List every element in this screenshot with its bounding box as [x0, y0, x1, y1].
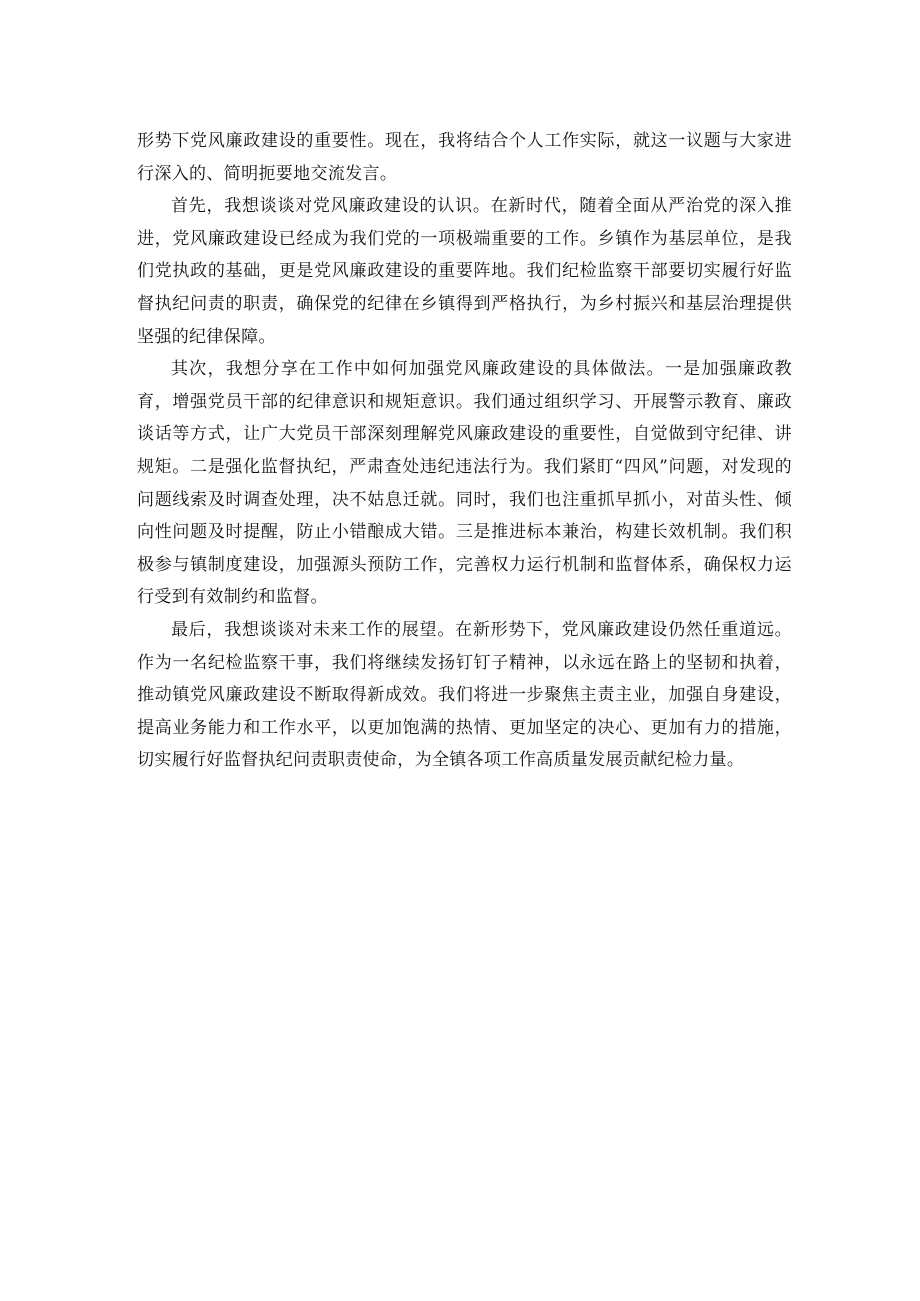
document-body	[137, 125, 792, 777]
paragraph-outlook: 最后，我想谈谈对未来工作的展望。在新形势下，党风廉政建设仍然任重道远。作为一名纪检监察干事，我们将继续发扬钉钉子精神，以永远在路上的坚韧和执着，推动镇党风廉政建设不断取得新成效。我们将进一步聚焦主责主业，加强自身建设，提高业务能力和工作水平，以更加饱满的热情、更加坚定的决心、更加有力的措施，切实履行好监督执纪问责职责使命，为全镇各项工作高质量发展贡献纪检力量。	[137, 619, 792, 771]
paragraph-intro-continuation: 形势下党风廉政建设的重要性。现在，我将结合个人工作实际，就这一议题与大家进行深入的、简明扼要地交流发言。	[137, 131, 792, 184]
paragraph-understanding: 首先，我想谈谈对党风廉政建设的认识。在新时代，随着全面从严治党的深入推进，党风廉政建设已经成为我们党的一项极端重要的工作。乡镇作为基层单位，是我们党执政的基础，更是党风廉政建设的重要阵地。我们纪检监察干部要切实履行好监督执纪问责的职责，确保党的纪律在乡镇得到严格执行，为乡村振兴和基层治理提供坚强的纪律保障。	[137, 196, 792, 347]
paragraph-practices: 其次，我想分享在工作中如何加强党风廉政建设的具体做法。一是加强廉政教育，增强党员干部的纪律意识和规矩意识。我们通过组织学习、开展警示教育、廉政谈话等方式，让广大党员干部深刻理解党风廉政建设的重要性，自觉做到守纪律、讲规矩。二是强化监督执纪，严肃查处违纪违法行为。我们紧盯“四风”问题，对发现的问题线索及时调查处理，决不姑息迁就。同时，我们也注重抓早抓小，对苗头性、倾向性问题及时提醒，防止小错酿成大错。三是推进标本兼治，构建长效机制。我们积极参与镇制度建设，加强源头预防工作，完善权力运行机制和监督体系，确保权力运行受到有效制约和监督。	[137, 359, 792, 608]
